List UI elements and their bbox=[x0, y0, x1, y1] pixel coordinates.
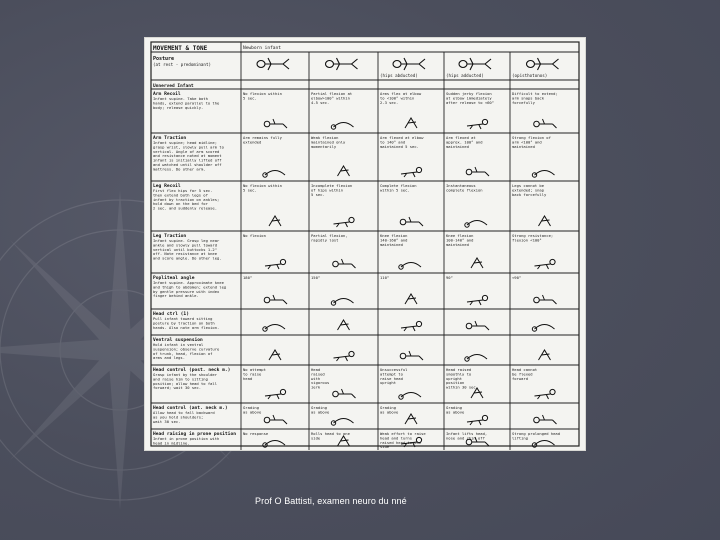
row-description: and score angle. Do other leg. bbox=[153, 255, 222, 261]
row-title: Head control (ant. neck m.) bbox=[153, 406, 228, 411]
row-description: suspension; observe curvature bbox=[153, 346, 220, 352]
row-description: and resistance noted at moment bbox=[153, 153, 222, 159]
cell-text: raised head to one bbox=[380, 439, 422, 445]
form-title: MOVEMENT & TONE bbox=[153, 45, 208, 52]
cell-text: complete flexion bbox=[446, 187, 483, 193]
cell-text: Difficult to extend; bbox=[512, 91, 558, 96]
cell-text: Strong prolonged head bbox=[512, 431, 561, 436]
row-description: Infant supine; head midline; bbox=[153, 140, 218, 145]
cell-text: Grading bbox=[243, 405, 260, 410]
slide-caption: Prof O Battisti, examen neuro du nné bbox=[255, 496, 407, 506]
row-description: wait 30 sec. bbox=[153, 418, 181, 424]
cell-text: Partial flexion at bbox=[311, 91, 353, 96]
cell-text: maintained bbox=[446, 241, 469, 247]
row-description: Allow head to fall backward bbox=[153, 410, 215, 415]
infant-sketch-icon bbox=[399, 263, 421, 270]
row-title: Leg Recoil bbox=[153, 184, 181, 189]
infant-sketch-icon bbox=[331, 419, 353, 426]
infant-sketch-icon bbox=[264, 295, 287, 304]
row-description: by gentle pressure with index bbox=[153, 288, 220, 294]
infant-sketch-icon bbox=[466, 167, 489, 176]
cell-text: forcefully bbox=[512, 99, 535, 105]
cell-text: 150° bbox=[311, 275, 321, 280]
cell-text: arm <100° and bbox=[512, 139, 542, 145]
row-description: off. Note resistance at knee bbox=[153, 251, 218, 257]
infant-sketch-icon bbox=[401, 167, 422, 177]
posture-figure-icon bbox=[257, 58, 289, 70]
cell-text: 5 sec. bbox=[243, 95, 257, 101]
cell-text: Sudden jerky flexion bbox=[446, 91, 492, 96]
infant-sketch-icon bbox=[535, 389, 556, 399]
cell-text: <90° bbox=[512, 275, 522, 280]
cell-text: after release to <60° bbox=[446, 99, 495, 105]
cell-text: within 5 sec. bbox=[380, 187, 410, 193]
infant-sketch-icon bbox=[263, 325, 285, 332]
cell-text: 180° bbox=[243, 275, 253, 280]
cell-text: Head cannot bbox=[512, 367, 538, 372]
cell-text: Legs cannot be bbox=[512, 183, 545, 188]
infant-sketch-icon bbox=[269, 350, 281, 360]
posture-figure-icon bbox=[459, 58, 491, 70]
cell-text: upright bbox=[380, 380, 397, 386]
row-title: Head ctrl (1) bbox=[153, 312, 189, 317]
cell-text: head and turns bbox=[380, 435, 413, 441]
infant-sketch-icon bbox=[467, 415, 488, 425]
posture-note: (hips abducted) bbox=[380, 73, 418, 78]
row-title: Arm Traction bbox=[153, 136, 187, 141]
section-label: Unnerved Infant bbox=[153, 84, 194, 89]
row-description: 2 sec. and suddenly release. bbox=[153, 205, 218, 211]
cell-text: 5 sec. bbox=[311, 191, 325, 197]
cell-text: Arm flexed at bbox=[446, 135, 476, 140]
row-description: and watched until shoulder off bbox=[153, 162, 222, 167]
infant-sketch-icon bbox=[467, 295, 488, 305]
infant-sketch-icon bbox=[338, 166, 350, 176]
cell-text: jerk bbox=[311, 384, 321, 390]
row-description: mattress. Do other arm. bbox=[153, 166, 206, 172]
row-description: Grasp infant by the shoulder bbox=[153, 372, 218, 377]
cell-text: position bbox=[446, 380, 465, 386]
posture-note: (opisthotonos) bbox=[512, 73, 548, 78]
row-description: Pull infant toward sitting bbox=[153, 316, 213, 321]
row-title: Head control (post. neck m.) bbox=[153, 368, 231, 373]
cell-text: No response bbox=[243, 431, 269, 436]
cell-text: Head raised bbox=[446, 367, 472, 372]
cell-text: No flexion bbox=[243, 233, 266, 238]
cell-text: extended; snap bbox=[512, 187, 545, 193]
infant-sketch-icon bbox=[338, 320, 350, 330]
cell-text: as above bbox=[380, 409, 399, 415]
row-description: then extend both legs of bbox=[153, 192, 208, 198]
row-description: Infant supine. Approximate knee bbox=[153, 280, 224, 285]
infant-sketch-icon bbox=[334, 351, 355, 361]
cell-text: of hips within bbox=[311, 187, 344, 193]
cell-text: 90° bbox=[446, 275, 453, 280]
cell-text: attempt to bbox=[380, 371, 403, 377]
cell-text: flexion <100° bbox=[512, 237, 542, 243]
infant-sketch-icon bbox=[399, 393, 421, 400]
cell-text: lifting bbox=[512, 435, 529, 441]
cell-text: Head bbox=[311, 367, 321, 372]
row-description: ankle and slowly pull toward bbox=[153, 242, 218, 248]
cell-text: maintained only bbox=[311, 139, 346, 145]
cell-text: within 30 sec. bbox=[446, 384, 479, 390]
posture-note: (hips adducted) bbox=[446, 73, 484, 78]
cell-text: back forcefully bbox=[512, 191, 547, 197]
cell-text: to <100° within bbox=[380, 95, 415, 101]
cell-text: elbow>100° within bbox=[311, 95, 350, 101]
row-description: infant by traction on ankles; bbox=[153, 196, 220, 202]
cell-text: arm snaps back bbox=[512, 95, 545, 101]
infant-sketch-icon bbox=[331, 123, 353, 130]
row-description: grasp wrist, slowly pull arm to bbox=[153, 144, 224, 150]
cell-text: Weak flexion bbox=[311, 135, 339, 140]
row-description: of trunk, head, flexion of bbox=[153, 350, 213, 356]
cell-text: with bbox=[311, 375, 321, 381]
cell-text: No attempt bbox=[243, 367, 266, 372]
cell-text: forward bbox=[512, 375, 529, 381]
cell-text: maintained 5 sec. bbox=[380, 143, 419, 149]
cell-text: at elbow immediately bbox=[446, 95, 492, 101]
row-description: infant is initially lifted off bbox=[153, 157, 222, 163]
cell-text: Weak effort to raise bbox=[380, 431, 426, 436]
infant-sketch-icon bbox=[465, 355, 487, 362]
infant-sketch-icon bbox=[534, 415, 557, 424]
scanned-neuro-exam-chart bbox=[145, 38, 585, 450]
infant-sketch-icon bbox=[269, 216, 281, 226]
cell-text: nose and chin off bbox=[446, 435, 485, 441]
row-title: Leg Traction bbox=[153, 234, 187, 239]
row-description: forward; wait 30 sec. bbox=[153, 385, 202, 391]
cell-text: Partial flexion, bbox=[311, 233, 348, 238]
infant-sketch-icon bbox=[405, 414, 417, 424]
cell-text: No flexion within bbox=[243, 183, 282, 188]
infant-sketch-icon bbox=[331, 299, 353, 306]
cell-text: 100-140° and bbox=[446, 237, 474, 243]
posture-figure-icon bbox=[393, 58, 425, 70]
row-description: hold down on the bed for bbox=[153, 201, 208, 207]
cell-text: Knee flexion bbox=[446, 233, 474, 238]
row-description: Infant in prone position with bbox=[153, 436, 220, 441]
infant-sketch-icon bbox=[405, 118, 417, 128]
cell-text: to 140° and bbox=[380, 139, 406, 145]
cell-text: raised bbox=[311, 371, 325, 377]
cell-text: 140-160° and bbox=[380, 237, 408, 243]
cell-text: maintained bbox=[380, 241, 403, 247]
cell-text: Infant lifts head, bbox=[446, 431, 488, 436]
cell-text: Grading bbox=[311, 405, 328, 410]
infant-sketch-icon bbox=[539, 216, 551, 226]
cell-text: head bbox=[243, 375, 253, 381]
infant-sketch-icon bbox=[263, 171, 285, 178]
row-description: position; allow head to fall bbox=[153, 380, 218, 386]
cell-text: be flexed bbox=[512, 371, 533, 377]
cell-text: maintained bbox=[446, 143, 469, 149]
infant-sketch-icon bbox=[333, 259, 356, 268]
cell-text: Strong resistance; bbox=[512, 233, 554, 238]
cell-text: Incomplete flexion bbox=[311, 183, 353, 188]
row-description: body; release quickly. bbox=[153, 104, 204, 110]
cell-text: maintained bbox=[512, 143, 535, 149]
infant-sketch-icon bbox=[333, 389, 356, 398]
cell-text: 2-3 sec. bbox=[380, 99, 399, 105]
row-description: vertical until buttocks 1-2" bbox=[153, 246, 218, 252]
cell-text: as above bbox=[446, 409, 465, 415]
infant-sketch-icon bbox=[471, 258, 483, 268]
cell-text: rapidly lost bbox=[311, 237, 339, 243]
cell-text: 4-5 sec. bbox=[311, 99, 330, 105]
row-description: vertical. Angle of arm scored bbox=[153, 148, 220, 154]
cell-text: smoothly to bbox=[446, 371, 472, 377]
cell-text: to raise bbox=[243, 371, 262, 377]
cell-text: 5 sec. bbox=[243, 187, 257, 193]
row-description: posture by traction on both bbox=[153, 320, 215, 326]
infant-sketch-icon bbox=[467, 119, 488, 129]
row-description: Hold infant in ventral bbox=[153, 342, 204, 347]
row-title: Popliteal angle bbox=[153, 276, 195, 281]
cell-text: 110° bbox=[380, 275, 390, 280]
cell-text: approx. 100° and bbox=[446, 139, 483, 145]
infant-sketch-icon bbox=[539, 350, 551, 360]
cell-text: Arm remains fully bbox=[243, 135, 282, 140]
cell-text: Rolls head to one bbox=[311, 431, 350, 436]
infant-sketch-icon bbox=[334, 217, 355, 227]
cell-text: Complete flexion bbox=[380, 183, 417, 188]
cell-text: Strong flexion of bbox=[512, 135, 551, 140]
cell-text: Unsuccessful bbox=[380, 367, 408, 372]
cell-text: raise head bbox=[380, 375, 403, 381]
cell-text: side bbox=[311, 435, 321, 441]
row-description: as you hold shoulders; bbox=[153, 414, 204, 420]
infant-sketch-icon bbox=[264, 119, 287, 128]
infant-sketch-icon bbox=[532, 171, 554, 178]
infant-sketch-icon bbox=[534, 119, 557, 128]
row-description: Infant supine. Grasp leg near bbox=[153, 238, 220, 243]
posture-figure-icon bbox=[527, 58, 559, 70]
infant-sketch-icon bbox=[265, 259, 286, 269]
infant-sketch-icon bbox=[465, 221, 487, 228]
cell-text: as above bbox=[311, 409, 330, 415]
cell-text: Grading bbox=[446, 405, 463, 410]
infant-sketch-icon bbox=[535, 259, 556, 269]
cell-text: momentarily bbox=[311, 143, 337, 149]
row-title: Ventral suspension bbox=[153, 338, 203, 343]
cell-text: No flexion within bbox=[243, 91, 282, 96]
cell-text: Knee flexion bbox=[380, 233, 408, 238]
row-description: and thigh to abdomen; extend leg bbox=[153, 284, 227, 290]
infant-sketch-icon bbox=[338, 436, 350, 446]
infant-sketch-icon bbox=[401, 321, 422, 331]
row-description: head in midline. bbox=[153, 440, 190, 446]
infant-sketch-icon bbox=[466, 321, 489, 330]
cell-text: Grading bbox=[380, 405, 397, 410]
row-description: First flex hips for 5 sec. bbox=[153, 188, 213, 193]
posture-sublabel: (at rest - predominant) bbox=[153, 62, 211, 67]
cell-text: Arm flexed at elbow bbox=[380, 135, 424, 140]
infant-sketch-icon bbox=[264, 415, 287, 424]
cell-text: upright bbox=[446, 375, 463, 381]
row-description: Infant supine. Take both bbox=[153, 96, 208, 101]
row-description: finger behind ankle. bbox=[153, 293, 199, 299]
posture-label: Posture bbox=[153, 56, 175, 62]
cell-text: as above bbox=[243, 409, 262, 415]
row-description: hands. Also note arm flexion. bbox=[153, 324, 220, 330]
row-description: hands, extend parallel to the bbox=[153, 100, 220, 106]
infant-sketch-icon bbox=[400, 351, 423, 360]
column-header: Newborn infant bbox=[243, 46, 281, 51]
row-title: Arm Recoil bbox=[153, 92, 181, 97]
infant-sketch-icon bbox=[265, 389, 286, 399]
cell-text: vigorous bbox=[311, 380, 330, 386]
posture-figure-icon bbox=[326, 58, 358, 70]
infant-sketch-icon bbox=[405, 294, 417, 304]
cell-text: side bbox=[380, 444, 390, 450]
cell-text: Arms flex at elbow bbox=[380, 91, 422, 96]
cell-text: Instantaneous bbox=[446, 183, 476, 188]
infant-sketch-icon bbox=[400, 217, 423, 226]
cell-text: extended bbox=[243, 139, 262, 145]
infant-sketch-icon bbox=[532, 325, 554, 332]
row-title: Head raising in prone position bbox=[153, 432, 236, 437]
infant-sketch-icon bbox=[534, 295, 557, 304]
row-description: and raise him to sitting bbox=[153, 376, 208, 382]
row-description: arms and legs. bbox=[153, 355, 186, 361]
